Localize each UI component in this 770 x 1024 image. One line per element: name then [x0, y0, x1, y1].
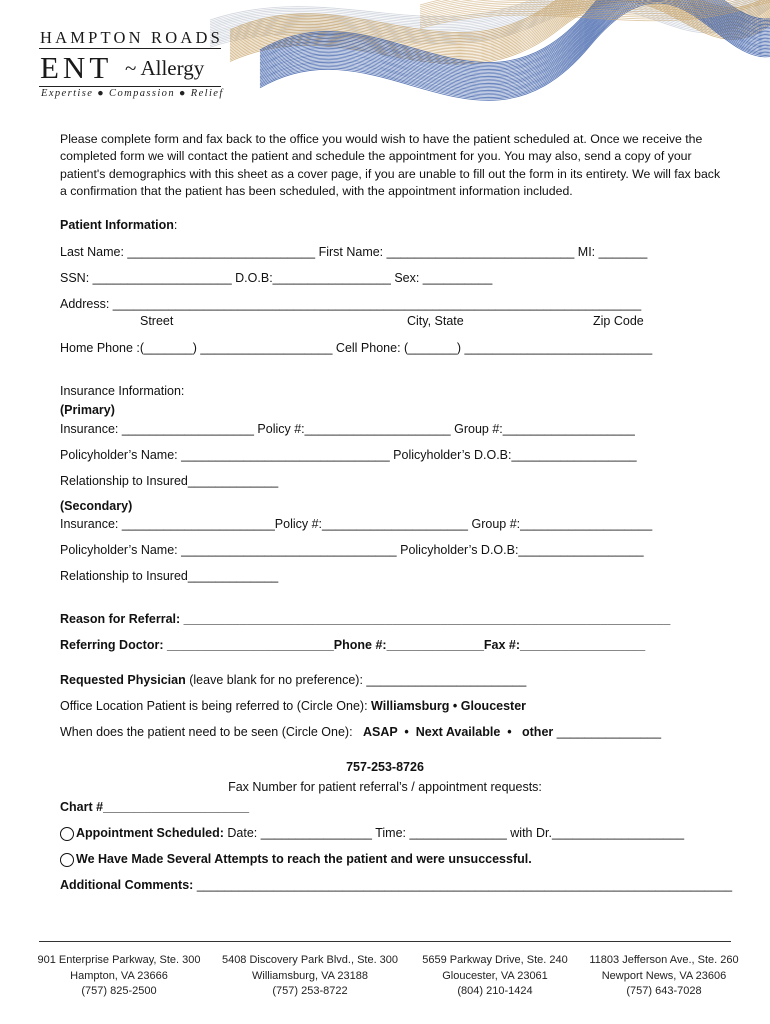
footer-city: Gloucester, VA 23061: [442, 969, 548, 982]
footer-address: 5408 Discovery Park Blvd., Ste. 300: [221, 954, 399, 966]
footer-hampton: [30, 953, 208, 1000]
city-state-caption: City, State: [407, 314, 464, 328]
logo-ent: ENT: [40, 50, 113, 85]
attempts-radio[interactable]: [60, 853, 74, 867]
logo-tagline: Expertise ● Compassion ● Relief: [41, 88, 224, 99]
when-seen-label: When does the patient need to be seen (Circle One):: [60, 725, 363, 739]
ssn-dob-sex-row[interactable]: SSN: ____________________ D.O.B:_________________ Sex: __________: [60, 271, 493, 285]
footer-newport-news: [580, 953, 748, 1000]
chart-number-row[interactable]: Chart #_____________________: [60, 800, 250, 814]
patient-info-heading: Patient Information: [60, 218, 174, 232]
logo-allergy: ~ Allergy: [125, 56, 205, 80]
secondary-policyholder-row[interactable]: Policyholder’s Name: _______________________________ Policyholder’s D.O.B:__________________: [60, 543, 644, 557]
additional-comments-blank[interactable]: _____________________________________________________________________________: [193, 878, 733, 892]
appointment-scheduled-radio[interactable]: [60, 827, 74, 841]
when-seen-other-blank[interactable]: _______________: [553, 725, 662, 739]
primary-label: (Primary): [60, 403, 115, 417]
patient-info-heading-row: [60, 218, 177, 232]
phone-field-row[interactable]: Home Phone :(_______) ___________________ Cell Phone: (_______) ___________________________: [60, 341, 653, 355]
footer-address: 5659 Parkway Drive, Ste. 240: [422, 954, 568, 966]
footer-williamsburg: [212, 953, 408, 1000]
zip-caption: Zip Code: [593, 314, 644, 328]
footer-phone: (757) 825-2500: [81, 985, 157, 997]
additional-comments-label: Additional Comments:: [60, 878, 194, 892]
office-location-options[interactable]: Williamsburg • Gloucester: [371, 699, 527, 713]
footer-address: 11803 Jefferson Ave., Ste. 260: [589, 954, 739, 966]
primary-insurance-row[interactable]: Insurance: ___________________ Policy #:_____________________ Group #:___________________: [60, 422, 635, 436]
footer-phone: (757) 643-7028: [626, 985, 702, 997]
primary-policyholder-row[interactable]: Policyholder’s Name: ______________________________ Policyholder’s D.O.B:__________________: [60, 448, 637, 462]
office-location-label: Office Location Patient is being referred to (Circle One):: [60, 699, 372, 713]
footer-gloucester: [412, 953, 578, 1000]
requested-physician-blank[interactable]: (leave blank for no preference): _______________________: [185, 673, 527, 687]
footer-city: Hampton, VA 23666: [70, 969, 168, 982]
primary-relationship-row[interactable]: Relationship to Insured_____________: [60, 474, 279, 488]
footer-divider: [39, 941, 731, 942]
when-seen-row: [60, 725, 661, 739]
attempts-label: We Have Made Several Attempts to reach the patient and were unsuccessful.: [76, 852, 532, 866]
address-field-row[interactable]: Address: ____________________________________________________________________________: [60, 297, 642, 311]
footer-city: Williamsburg, VA 23188: [252, 969, 368, 982]
footer-city: Newport News, VA 23606: [601, 969, 727, 982]
footer-address: 901 Enterprise Parkway, Ste. 300: [37, 954, 201, 966]
appointment-scheduled-fields[interactable]: Date: ________________ Time: ______________ with Dr.___________________: [223, 826, 685, 840]
additional-comments-row[interactable]: [60, 878, 732, 892]
logo-divider-bottom: [39, 86, 221, 87]
patient-info-colon: :: [173, 218, 178, 232]
requested-physician-row[interactable]: [60, 673, 526, 687]
logo-hampton-roads: HAMPTON ROADS: [40, 28, 223, 47]
appointment-scheduled-row[interactable]: [76, 826, 684, 840]
street-caption: Street: [140, 314, 174, 328]
appointment-scheduled-label: Appointment Scheduled:: [76, 826, 224, 840]
reason-for-referral-row[interactable]: Reason for Referral: ______________________________________________________________________: [60, 612, 671, 626]
fax-number: 757-253-8726: [346, 760, 424, 774]
referring-doctor-row[interactable]: Referring Doctor: ________________________Phone #:______________Fax #:__________________: [60, 638, 646, 652]
insurance-heading: Insurance Information:: [60, 384, 185, 398]
requested-physician-label: Requested Physician: [60, 673, 186, 687]
secondary-insurance-row[interactable]: Insurance: ______________________Policy #:_____________________ Group #:___________________: [60, 517, 653, 531]
office-location-row: [60, 699, 526, 713]
fax-caption: Fax Number for patient referral’s / appointment requests:: [228, 780, 542, 794]
secondary-label: (Secondary): [60, 499, 133, 513]
secondary-relationship-row[interactable]: Relationship to Insured_____________: [60, 569, 279, 583]
when-seen-options[interactable]: ASAP • Next Available • other: [362, 725, 554, 739]
intro-paragraph: Please complete form and fax back to the office you would wish to have the patient scheduled at. Once we receive the completed form we will contact the patient and schedule the appointment for you. You may also, send a copy of your patient's demographics with this sheet as a cover page, if you are unable to fill out the form in its entirety. We will fax back a confirmation that the patient has been scheduled, with the appointment information included.: [60, 132, 721, 198]
name-field-row[interactable]: Last Name: ___________________________ First Name: ___________________________ MI: _______: [60, 245, 648, 259]
footer-phone: (804) 210-1424: [457, 985, 533, 997]
logo-divider-top: [39, 48, 221, 49]
footer-phone: (757) 253-8722: [272, 985, 348, 997]
